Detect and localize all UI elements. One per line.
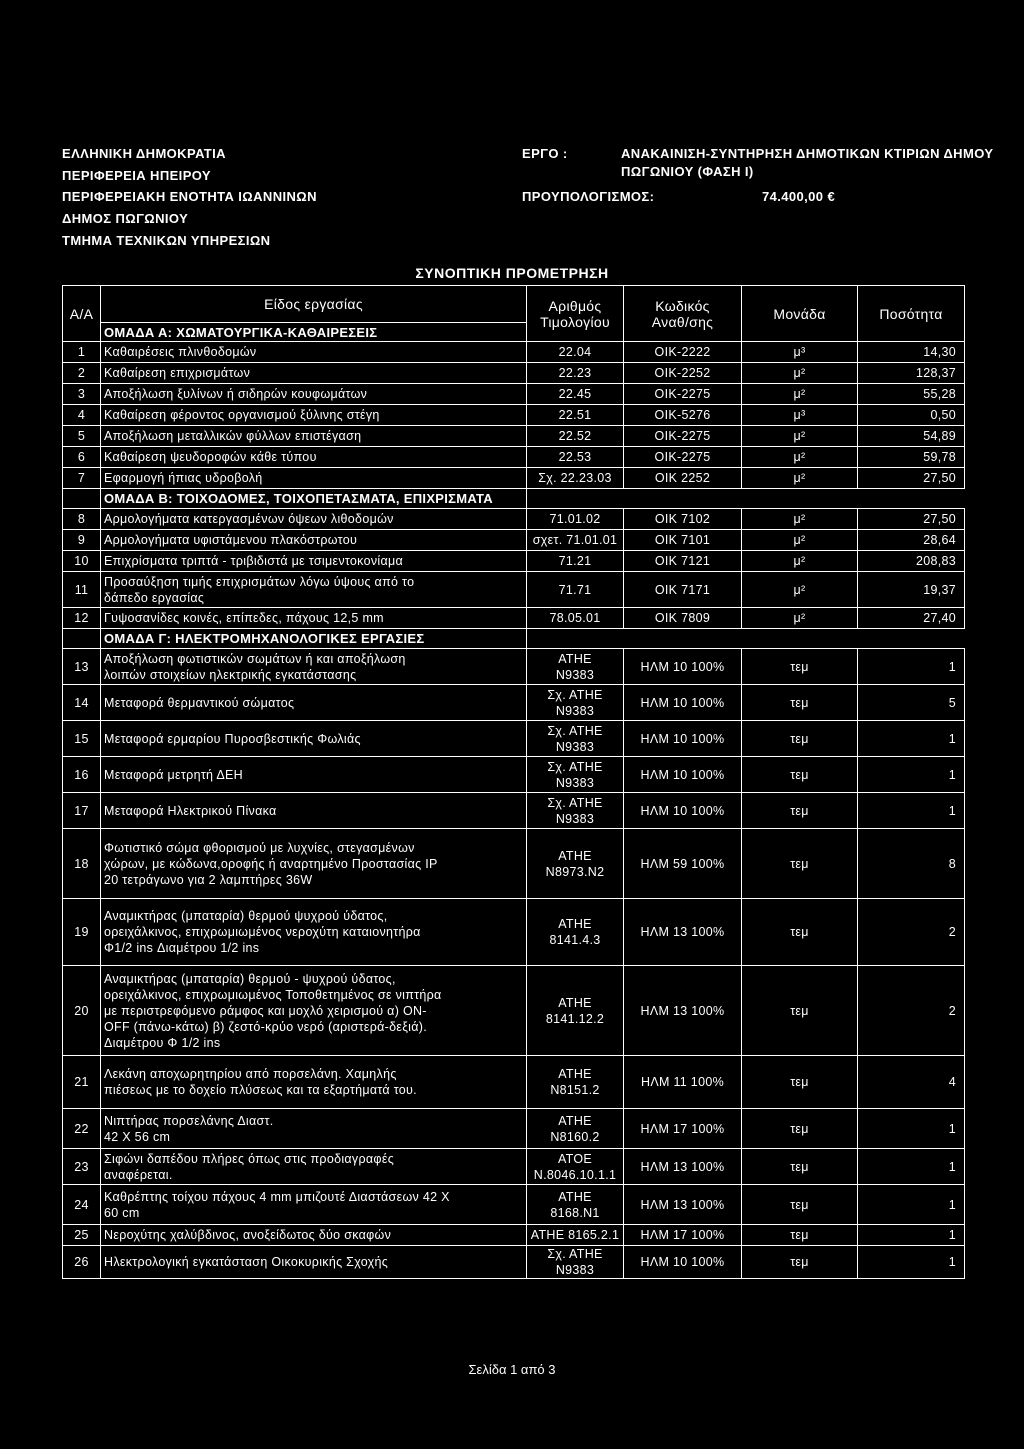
row-price-number: 22.23 <box>527 363 624 384</box>
row-price-number: 71.01.02 <box>527 509 624 530</box>
document-title: ΣΥΝΟΠΤΙΚΗ ΠΡΟΜΕΤΡΗΣΗ <box>415 265 609 281</box>
row-description: Φωτιστικό σώμα φθορισμού με λυχνίες, στεγασμένων χώρων, με κώδωνα,οροφής ή αναρτημένο Προστασίας IP 20 τετράγωνο για 2 λαμπτήρες 36W <box>101 829 527 899</box>
row-description: Καθαιρέσεις πλινθοδομών <box>101 342 527 363</box>
row-price-number: ΑΤΗΕ Ν9383 <box>527 649 624 685</box>
row-description: Νιπτήρας πορσελάνης Διαστ. 42 Χ 56 cm <box>101 1109 527 1149</box>
col-arithmos: Αριθμός Τιμολογίου <box>527 286 624 342</box>
row-code: ΟΙΚ 7101 <box>624 530 742 551</box>
row-price-number: 78.05.01 <box>527 608 624 629</box>
table-row <box>63 1246 965 1279</box>
table-row <box>63 685 965 721</box>
row-number: 22 <box>63 1109 101 1149</box>
page-footer: Σελίδα 1 από 3 <box>468 1362 556 1377</box>
row-quantity: 1 <box>858 1109 965 1149</box>
group-title: ΟΜΑΔΑ Γ: ΗΛΕΚΤΡΟΜΗΧΑΝΟΛΟΓΙΚΕΣ ΕΡΓΑΣΙΕΣ <box>101 629 527 649</box>
col-kodikos: Κωδικός Αναθ/σης <box>624 286 742 342</box>
row-number: 1 <box>63 342 101 363</box>
row-price-number: ΑΤΗΕ Ν8160.2 <box>527 1109 624 1149</box>
row-code: ΗΛΜ 10 100% <box>624 649 742 685</box>
row-code: ΗΛΜ 10 100% <box>624 757 742 793</box>
budget-label: ΠΡΟΥΠΟΛΟΓΙΣΜΟΣ: <box>522 189 655 204</box>
row-number: 3 <box>63 384 101 405</box>
row-description: Αναμικτήρας (μπαταρία) θερμού ψυχρού ύδατος, ορειχάλκινος, επιχρωμιωμένος νεροχύτη καταιονητήρα Φ1/2 ins Διαμέτρου 1/2 ins <box>101 899 527 966</box>
row-description: Αναμικτήρας (μπαταρία) θερμού - ψυχρού ύδατος, ορειχάλκινος, επιχρωμιωμένος Τοποθετημένος σε νιπτήρα με περιστρεφόμενο ράμφος και μοχλό χειρισμού α) ON- OFF (πάνω-κάτω) β) ζεστό-κρύο νερό (αριστερά-δεξιά). Διαμέτρου Φ 1/2 ins <box>101 966 527 1056</box>
row-description: Εφαρμογή ήπιας υδροβολή <box>101 468 527 489</box>
row-price-number: Σχ. ΑΤΗΕ Ν9383 <box>527 1246 624 1279</box>
row-number: 10 <box>63 551 101 572</box>
row-unit: τεμ <box>742 966 858 1056</box>
group-spacer <box>63 489 101 509</box>
row-price-number: Σχ. ΑΤΗΕ Ν9383 <box>527 793 624 829</box>
row-quantity: 55,28 <box>858 384 965 405</box>
table-row <box>63 1225 965 1246</box>
row-unit: μ² <box>742 530 858 551</box>
row-number: 21 <box>63 1056 101 1109</box>
group-title: ΟΜΑΔΑ Β: ΤΟΙΧΟΔΟΜΕΣ, ΤΟΙΧΟΠΕΤΑΣΜΑΤΑ, ΕΠΙΧΡΙΣΜΑΤΑ <box>101 489 527 509</box>
row-unit: τεμ <box>742 649 858 685</box>
row-quantity: 1 <box>858 793 965 829</box>
row-unit: μ² <box>742 426 858 447</box>
table-row <box>63 509 965 530</box>
row-unit: μ² <box>742 572 858 608</box>
table-row <box>63 793 965 829</box>
row-price-number: 71.71 <box>527 572 624 608</box>
row-unit: τεμ <box>742 1109 858 1149</box>
row-unit: τεμ <box>742 899 858 966</box>
row-code: ΗΛΜ 10 100% <box>624 685 742 721</box>
row-description: Καθαίρεση επιχρισμάτων <box>101 363 527 384</box>
row-code: ΗΛΜ 11 100% <box>624 1056 742 1109</box>
row-number: 16 <box>63 757 101 793</box>
row-number: 12 <box>63 608 101 629</box>
row-description: Μεταφορά μετρητή ΔΕΗ <box>101 757 527 793</box>
org-line-3: ΠΕΡΙΦΕΡΕΙΑΚΗ ΕΝΟΤΗΤΑ ΙΩΑΝΝΙΝΩΝ <box>62 189 317 204</box>
group-header-row <box>63 489 965 509</box>
row-description: Καθρέπτης τοίχου πάχους 4 mm μπιζουτέ Διαστάσεων 42 Χ 60 cm <box>101 1185 527 1225</box>
row-description: Επιχρίσματα τριπτά - τριβιδιστά με τσιμεντοκονίαμα <box>101 551 527 572</box>
table-row <box>63 829 965 899</box>
table-row <box>63 757 965 793</box>
row-unit: τεμ <box>742 1246 858 1279</box>
row-code: ΟΙΚ 7102 <box>624 509 742 530</box>
row-code: ΗΛΜ 17 100% <box>624 1225 742 1246</box>
row-quantity: 4 <box>858 1056 965 1109</box>
table-row <box>63 363 965 384</box>
row-price-number: Σχ. ΑΤΗΕ Ν9383 <box>527 685 624 721</box>
col-aa: Α/Α <box>63 286 101 342</box>
row-unit: τεμ <box>742 1056 858 1109</box>
row-description: Γυψοσανίδες κοινές, επίπεδες, πάχους 12,5 mm <box>101 608 527 629</box>
row-price-number: Σχ. ΑΤΗΕ Ν9383 <box>527 757 624 793</box>
row-code: ΗΛΜ 59 100% <box>624 829 742 899</box>
row-number: 19 <box>63 899 101 966</box>
org-line-2: ΠΕΡΙΦΕΡΕΙΑ ΗΠΕΙΡΟΥ <box>62 168 211 183</box>
table-row <box>63 530 965 551</box>
row-quantity: 2 <box>858 899 965 966</box>
group-filler <box>527 629 965 649</box>
row-code: ΟΙΚ-2275 <box>624 384 742 405</box>
row-unit: μ² <box>742 447 858 468</box>
table-row <box>63 649 965 685</box>
row-price-number: σχετ. 71.01.01 <box>527 530 624 551</box>
row-description: Αποξήλωση μεταλλικών φύλλων επιστέγαση <box>101 426 527 447</box>
row-price-number: Σχ. ΑΤΗΕ Ν9383 <box>527 721 624 757</box>
row-code: ΗΛΜ 13 100% <box>624 899 742 966</box>
row-quantity: 14,30 <box>858 342 965 363</box>
col-posotita: Ποσότητα <box>858 286 965 342</box>
org-line-1: ΕΛΛΗΝΙΚΗ ΔΗΜΟΚΡΑΤΙΑ <box>62 146 226 161</box>
row-price-number: ΑΤΗΕ 8141.12.2 <box>527 966 624 1056</box>
row-code: ΗΛΜ 17 100% <box>624 1109 742 1149</box>
table-row <box>63 384 965 405</box>
row-code: ΗΛΜ 13 100% <box>624 966 742 1056</box>
group-header-row <box>63 629 965 649</box>
row-code: ΟΙΚ 7809 <box>624 608 742 629</box>
row-number: 2 <box>63 363 101 384</box>
row-code: ΟΙΚ 7171 <box>624 572 742 608</box>
ergo-label: ΕΡΓΟ : <box>522 146 568 161</box>
row-quantity: 1 <box>858 1225 965 1246</box>
row-quantity: 1 <box>858 1185 965 1225</box>
budget-value: 74.400,00 € <box>762 189 836 204</box>
row-number: 11 <box>63 572 101 608</box>
row-quantity: 1 <box>858 721 965 757</box>
row-description: Αρμολογήματα κατεργασμένων όψεων λιθοδομών <box>101 509 527 530</box>
row-description: Μεταφορά θερμαντικού σώματος <box>101 685 527 721</box>
row-price-number: 71.21 <box>527 551 624 572</box>
row-number: 8 <box>63 509 101 530</box>
row-number: 15 <box>63 721 101 757</box>
row-description: Νεροχύτης χαλύβδινος, ανοξείδωτος δύο σκαφών <box>101 1225 527 1246</box>
row-description: Καθαίρεση ψευδοροφών κάθε τύπου <box>101 447 527 468</box>
row-price-number: ΑΤΗΕ Ν8151.2 <box>527 1056 624 1109</box>
row-price-number: 22.53 <box>527 447 624 468</box>
row-code: ΗΛΜ 10 100% <box>624 793 742 829</box>
row-code: ΗΛΜ 10 100% <box>624 1246 742 1279</box>
group-filler <box>527 489 965 509</box>
row-description: Μεταφορά ερμαρίου Πυροσβεστικής Φωλιάς <box>101 721 527 757</box>
row-unit: μ³ <box>742 405 858 426</box>
row-number: 4 <box>63 405 101 426</box>
row-price-number: ΑΤΗΕ 8168.Ν1 <box>527 1185 624 1225</box>
row-number: 14 <box>63 685 101 721</box>
row-price-number: ΑΤΗΕ 8141.4.3 <box>527 899 624 966</box>
table-row <box>63 551 965 572</box>
row-quantity: 128,37 <box>858 363 965 384</box>
row-price-number: ΑΤΗΕ 8165.2.1 <box>527 1225 624 1246</box>
table-row <box>63 468 965 489</box>
row-number: 26 <box>63 1246 101 1279</box>
row-description: Ηλεκτρολογική εγκατάσταση Οικοκυρικής Σχοχής <box>101 1246 527 1279</box>
row-description: Αρμολογήματα υφιστάμενου πλακόστρωτου <box>101 530 527 551</box>
row-price-number: 22.04 <box>527 342 624 363</box>
row-code: ΟΙΚ-2275 <box>624 426 742 447</box>
row-description: Λεκάνη αποχωρητηρίου από πορσελάνη. Χαμηλής πιέσεως με το δοχείο πλύσεως και τα εξαρτήματά του. <box>101 1056 527 1109</box>
table-row <box>63 572 965 608</box>
row-description: Αποξήλωση φωτιστικών σωμάτων ή και αποξήλωση λοιπών στοιχείων ηλεκτρικής εγκατάστασης <box>101 649 527 685</box>
row-code: ΟΙΚ-2222 <box>624 342 742 363</box>
col-eidos: Είδος εργασίας <box>101 286 527 323</box>
table-row <box>63 1185 965 1225</box>
row-quantity: 28,64 <box>858 530 965 551</box>
row-quantity: 1 <box>858 649 965 685</box>
col-monada: Μονάδα <box>742 286 858 342</box>
table-row <box>63 426 965 447</box>
row-number: 25 <box>63 1225 101 1246</box>
row-unit: μ² <box>742 509 858 530</box>
row-quantity: 27,50 <box>858 509 965 530</box>
row-code: ΗΛΜ 13 100% <box>624 1185 742 1225</box>
row-price-number: 22.45 <box>527 384 624 405</box>
group-a-title: ΟΜΑΔΑ Α: ΧΩΜΑΤΟΥΡΓΙΚΑ-ΚΑΘΑΙΡΕΣΕΙΣ <box>101 323 527 342</box>
row-description: Αποξήλωση ξυλίνων ή σιδηρών κουφωμάτων <box>101 384 527 405</box>
row-number: 6 <box>63 447 101 468</box>
row-unit: τεμ <box>742 721 858 757</box>
row-quantity: 1 <box>858 1149 965 1185</box>
row-unit: μ³ <box>742 342 858 363</box>
org-line-4: ΔΗΜΟΣ ΠΩΓΩΝΙΟΥ <box>62 211 189 226</box>
org-line-5: ΤΜΗΜΑ ΤΕΧΝΙΚΩΝ ΥΠΗΡΕΣΙΩΝ <box>62 233 271 248</box>
row-unit: τεμ <box>742 1225 858 1246</box>
row-unit: μ² <box>742 551 858 572</box>
measurements-table <box>62 285 965 1279</box>
row-unit: μ² <box>742 468 858 489</box>
row-description: Μεταφορά Ηλεκτρικού Πίνακα <box>101 793 527 829</box>
row-unit: μ² <box>742 384 858 405</box>
row-number: 9 <box>63 530 101 551</box>
row-code: ΟΙΚ-2275 <box>624 447 742 468</box>
row-description: Καθαίρεση φέροντος οργανισμού ξύλινης στέγη <box>101 405 527 426</box>
row-quantity: 5 <box>858 685 965 721</box>
row-quantity: 27,50 <box>858 468 965 489</box>
row-quantity: 19,37 <box>858 572 965 608</box>
ergo-title-2: ΠΩΓΩΝΙΟΥ (ΦΑΣΗ Ι) <box>621 164 754 179</box>
row-description: Σιφώνι δαπέδου πλήρες όπως στις προδιαγραφές αναφέρεται. <box>101 1149 527 1185</box>
table-row <box>63 966 965 1056</box>
row-quantity: 54,89 <box>858 426 965 447</box>
row-number: 18 <box>63 829 101 899</box>
row-unit: τεμ <box>742 1149 858 1185</box>
row-quantity: 2 <box>858 966 965 1056</box>
ergo-title-1: ΑΝΑΚΑΙΝΙΣΗ-ΣΥΝΤΗΡΗΣΗ ΔΗΜΟΤΙΚΩΝ ΚΤΙΡΙΩΝ ΔΗΜΟΥ <box>621 146 994 161</box>
row-number: 17 <box>63 793 101 829</box>
row-number: 5 <box>63 426 101 447</box>
row-code: ΗΛΜ 13 100% <box>624 1149 742 1185</box>
table-row <box>63 1149 965 1185</box>
row-unit: τεμ <box>742 1185 858 1225</box>
row-code: ΟΙΚ-2252 <box>624 363 742 384</box>
row-code: ΟΙΚ 7121 <box>624 551 742 572</box>
row-number: 7 <box>63 468 101 489</box>
row-price-number: ΑΤΟΕ Ν.8046.10.1.1 <box>527 1149 624 1185</box>
row-quantity: 8 <box>858 829 965 899</box>
table-row <box>63 608 965 629</box>
row-quantity: 1 <box>858 1246 965 1279</box>
row-unit: τεμ <box>742 793 858 829</box>
row-price-number: Σχ. 22.23.03 <box>527 468 624 489</box>
row-unit: τεμ <box>742 685 858 721</box>
row-price-number: 22.51 <box>527 405 624 426</box>
row-quantity: 27,40 <box>858 608 965 629</box>
row-quantity: 208,83 <box>858 551 965 572</box>
row-code: ΟΙΚ-5276 <box>624 405 742 426</box>
row-description: Προσαύξηση τιμής επιχρισμάτων λόγω ύψους από το δάπεδο εργασίας <box>101 572 527 608</box>
row-number: 24 <box>63 1185 101 1225</box>
row-unit: τεμ <box>742 829 858 899</box>
row-quantity: 0,50 <box>858 405 965 426</box>
row-unit: μ² <box>742 363 858 384</box>
row-code: ΗΛΜ 10 100% <box>624 721 742 757</box>
row-code: ΟΙΚ 2252 <box>624 468 742 489</box>
table-row <box>63 1056 965 1109</box>
table-row <box>63 447 965 468</box>
table-row <box>63 899 965 966</box>
row-price-number: ΑΤΗΕ Ν8973.Ν2 <box>527 829 624 899</box>
table-row <box>63 405 965 426</box>
row-quantity: 1 <box>858 757 965 793</box>
table-row <box>63 342 965 363</box>
row-number: 23 <box>63 1149 101 1185</box>
row-unit: μ² <box>742 608 858 629</box>
group-spacer <box>63 629 101 649</box>
row-quantity: 59,78 <box>858 447 965 468</box>
row-price-number: 22.52 <box>527 426 624 447</box>
row-unit: τεμ <box>742 757 858 793</box>
table-row <box>63 1109 965 1149</box>
row-number: 13 <box>63 649 101 685</box>
table-row <box>63 721 965 757</box>
row-number: 20 <box>63 966 101 1056</box>
